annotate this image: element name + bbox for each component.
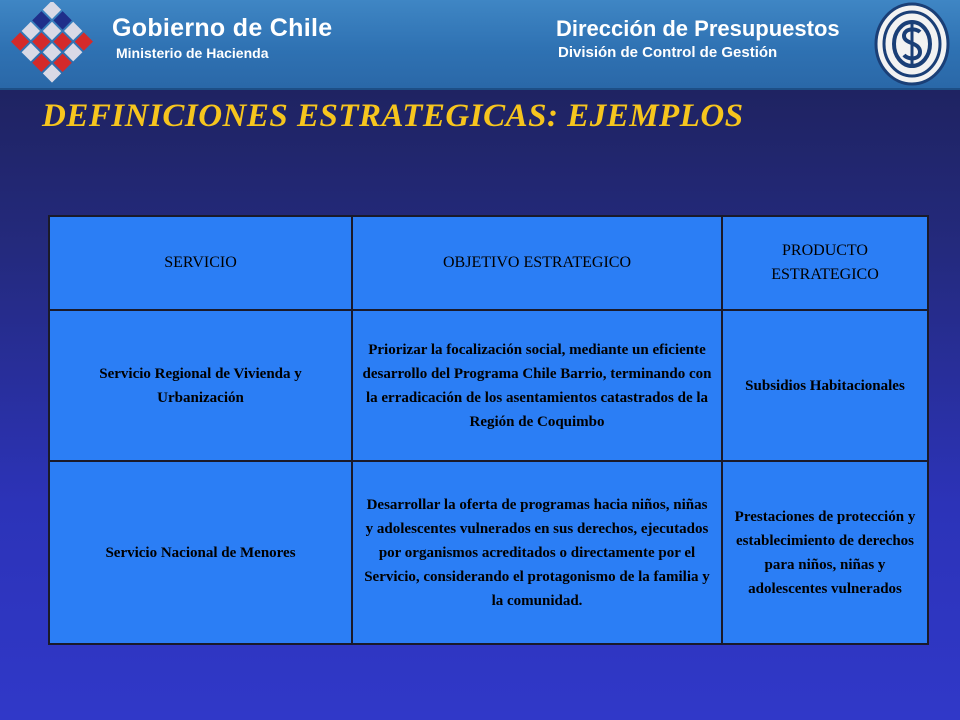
header-cell-objetivo: OBJETIVO ESTRATEGICO bbox=[352, 216, 722, 310]
header-cell-producto: PRODUCTO ESTRATEGICO bbox=[722, 216, 928, 310]
dipres-seal-icon bbox=[872, 2, 952, 86]
slide-title: DEFINICIONES ESTRATEGICAS: EJEMPLOS bbox=[42, 98, 744, 134]
gov-title: Gobierno de Chile bbox=[112, 14, 333, 42]
table-row bbox=[49, 461, 928, 644]
header-cell-servicio: SERVICIO bbox=[49, 216, 352, 310]
dir-subtitle: División de Control de Gestión bbox=[558, 44, 778, 61]
strategic-definitions-table bbox=[48, 215, 929, 645]
cell-objetivo: Priorizar la focalización social, mediante un eficiente desarrollo del Programa Chile Barrio, terminando con la erradicación de los asentamientos catastrados de la Región de Coquimbo bbox=[352, 310, 722, 461]
gobierno-logo-icon bbox=[4, 2, 100, 84]
table-header-row bbox=[49, 216, 928, 310]
cell-servicio: Servicio Nacional de Menores bbox=[49, 461, 352, 644]
table-row bbox=[49, 310, 928, 461]
cell-producto: Subsidios Habitacionales bbox=[722, 310, 928, 461]
cell-producto: Prestaciones de protección y establecimiento de derechos para niños, niñas y adolescentes vulnerados bbox=[722, 461, 928, 644]
header-banner bbox=[0, 0, 960, 90]
cell-servicio: Servicio Regional de Vivienda y Urbanización bbox=[49, 310, 352, 461]
dir-title: Dirección de Presupuestos bbox=[556, 16, 840, 41]
gov-subtitle: Ministerio de Hacienda bbox=[116, 45, 269, 61]
cell-objetivo: Desarrollar la oferta de programas hacia niños, niñas y adolescentes vulnerados en sus derechos, ejecutados por organismos acreditados o directamente por el Servicio, considerando el protagonismo de la familia y la comunidad. bbox=[352, 461, 722, 644]
